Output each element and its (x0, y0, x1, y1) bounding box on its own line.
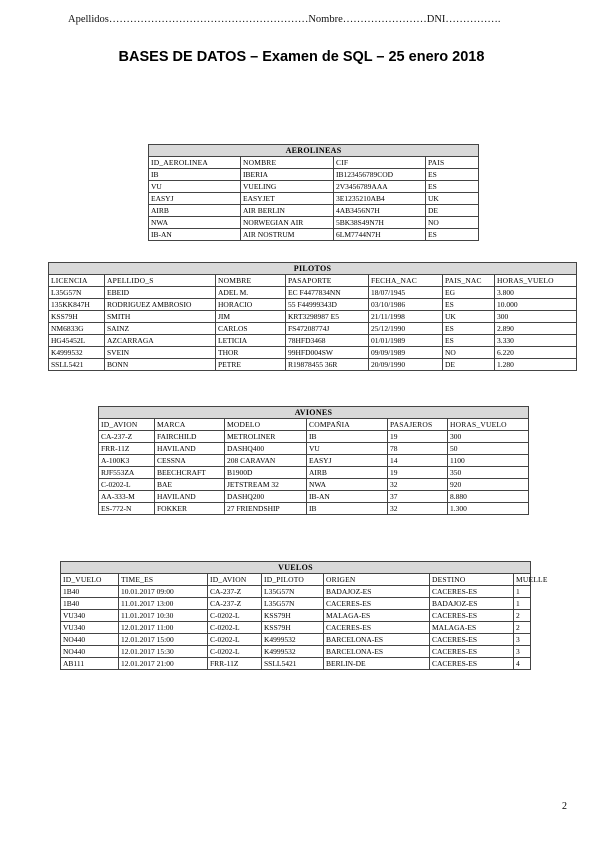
table-cell: 5BK38S49N7H (334, 217, 426, 229)
table-cell: 6.220 (495, 347, 577, 359)
table-cell: CA-237-Z (208, 598, 262, 610)
table-cell: ES (443, 323, 495, 335)
column-header: MARCA (155, 419, 225, 431)
table-cell: CACERES-ES (430, 646, 514, 658)
table-cell: ES (443, 335, 495, 347)
table-row (99, 491, 529, 503)
table-cell: NWA (149, 217, 241, 229)
table-cell: HORACIO (216, 299, 286, 311)
table-cell: KSS79H (262, 622, 324, 634)
table-cell: C-0202-L (208, 622, 262, 634)
table-row (49, 335, 577, 347)
table-cell: BERLIN-DE (324, 658, 430, 670)
column-header: DESTINO (430, 574, 514, 586)
table-cell: K4999532 (49, 347, 105, 359)
column-header: ORIGEN (324, 574, 430, 586)
table-cell: B1900D (225, 467, 307, 479)
table-cell: AA-333-M (99, 491, 155, 503)
column-header: ID_AEROLINEA (149, 157, 241, 169)
table-cell: 32 (388, 503, 448, 515)
table-row (149, 217, 479, 229)
table-cell: IB (307, 503, 388, 515)
table-cell: 78 (388, 443, 448, 455)
table-cell: K4999532 (262, 634, 324, 646)
page-number: 2 (562, 801, 567, 812)
table-cell: NM6833G (49, 323, 105, 335)
table-cell: 14 (388, 455, 448, 467)
column-header: HORAS_VUELO (448, 419, 529, 431)
table-cell: BARCELONA-ES (324, 646, 430, 658)
table-cell: 11.01.2017 10:30 (119, 610, 208, 622)
table-cell: ES (426, 169, 479, 181)
table-cell: K4999532 (262, 646, 324, 658)
table-cell: THOR (216, 347, 286, 359)
table-cell: JETSTREAM 32 (225, 479, 307, 491)
table-cell: NO440 (61, 646, 119, 658)
table-cell: 11.01.2017 13:00 (119, 598, 208, 610)
table-cell: 350 (448, 467, 529, 479)
table-cell: AZCARRAGA (105, 335, 216, 347)
table-row (61, 658, 531, 670)
column-header: PASAPORTE (286, 275, 369, 287)
table-cell: 3.800 (495, 287, 577, 299)
table-cell: 20/09/1990 (369, 359, 443, 371)
table-cell: JIM (216, 311, 286, 323)
student-info-line: Apellidos…………………………………………………Nombre……………………DNI……………. (68, 14, 501, 25)
column-header: MODELO (225, 419, 307, 431)
table-cell: KSS79H (49, 311, 105, 323)
table-cell: HAVILAND (155, 491, 225, 503)
table-cell: IB (307, 431, 388, 443)
table-cell: 300 (448, 431, 529, 443)
table-cell: CACERES-ES (430, 658, 514, 670)
table-row (149, 229, 479, 241)
table-cell: VU (149, 181, 241, 193)
table-cell: A-100K3 (99, 455, 155, 467)
table-cell: AIRB (149, 205, 241, 217)
table-cell: VU340 (61, 622, 119, 634)
table-cell: BAE (155, 479, 225, 491)
table-cell: IB-AN (307, 491, 388, 503)
table-cell: 6LM7744N7H (334, 229, 426, 241)
table-row (99, 479, 529, 491)
column-header: PAIS_NAC (443, 275, 495, 287)
column-header: PASAJEROS (388, 419, 448, 431)
table-cell: SSLL5421 (49, 359, 105, 371)
table-cell: FRR-11Z (208, 658, 262, 670)
table-cell: 99HFD004SW (286, 347, 369, 359)
table-cell: AB111 (61, 658, 119, 670)
table-cell: IB-AN (149, 229, 241, 241)
table-cell: CACERES-ES (430, 586, 514, 598)
table-cell: 1 (514, 598, 531, 610)
table-row (99, 455, 529, 467)
table-cell: 1100 (448, 455, 529, 467)
table-cell: IBERIA (241, 169, 334, 181)
table-cell: 1.300 (448, 503, 529, 515)
table-row (149, 205, 479, 217)
table-cell: PETRE (216, 359, 286, 371)
table-cell: BADAJOZ-ES (430, 598, 514, 610)
table-cell: NO440 (61, 634, 119, 646)
table-row (49, 287, 577, 299)
table-row (149, 193, 479, 205)
table-cell: C-0202-L (99, 479, 155, 491)
table-vuelos (60, 561, 548, 670)
column-header: FECHA_NAC (369, 275, 443, 287)
table-cell: BONN (105, 359, 216, 371)
table-cell: 2 (514, 610, 531, 622)
table-aviones (98, 406, 529, 515)
table-cell: ES (426, 229, 479, 241)
table-cell: MALAGA-ES (430, 622, 514, 634)
column-header: HORAS_VUELO (495, 275, 577, 287)
table-cell: 18/07/1945 (369, 287, 443, 299)
table-row (49, 323, 577, 335)
table-cell: 8.880 (448, 491, 529, 503)
column-header: ID_AVION (208, 574, 262, 586)
table-cell: ES (443, 299, 495, 311)
table-header-row (49, 275, 577, 287)
table-row (149, 169, 479, 181)
column-header: MUELLE (514, 574, 531, 586)
table-pilotos (48, 262, 577, 371)
table-row (61, 598, 531, 610)
table-cell: 12.01.2017 11:00 (119, 622, 208, 634)
table-row (49, 359, 577, 371)
table-cell: NWA (307, 479, 388, 491)
table-cell: AIRB (307, 467, 388, 479)
column-header: COMPAÑIA (307, 419, 388, 431)
table-cell: SMITH (105, 311, 216, 323)
table-cell: CACERES-ES (324, 598, 430, 610)
table-cell: UK (426, 193, 479, 205)
table-cell: BEECHCRAFT (155, 467, 225, 479)
table-cell: 10.01.2017 09:00 (119, 586, 208, 598)
table-cell: L35G57N (262, 586, 324, 598)
table-cell: VU340 (61, 610, 119, 622)
column-header: ID_AVION (99, 419, 155, 431)
table-cell: 135KK847H (49, 299, 105, 311)
table-cell: 208 CARAVAN (225, 455, 307, 467)
table-row (61, 610, 531, 622)
table-cell: DASHQ400 (225, 443, 307, 455)
column-header: TIME_ES (119, 574, 208, 586)
table-cell: 55 F44999343D (286, 299, 369, 311)
table-cell: METROLINER (225, 431, 307, 443)
table-cell: BARCELONA-ES (324, 634, 430, 646)
table-cell: VU (307, 443, 388, 455)
table-cell: 2 (514, 622, 531, 634)
table-cell: 4 (514, 658, 531, 670)
table-cell: KSS79H (262, 610, 324, 622)
table-cell: AIR NOSTRUM (241, 229, 334, 241)
table-cell: 3E1235210AB4 (334, 193, 426, 205)
exam-title: BASES DE DATOS – Examen de SQL – 25 enero 2018 (118, 49, 485, 65)
table-cell: NORWEGIAN AIR (241, 217, 334, 229)
table-cell: 3.330 (495, 335, 577, 347)
table-row (61, 586, 531, 598)
table-cell: DE (443, 359, 495, 371)
table-cell: 12.01.2017 15:30 (119, 646, 208, 658)
table-cell: DE (426, 205, 479, 217)
table-cell: 2.890 (495, 323, 577, 335)
column-header: NOMBRE (241, 157, 334, 169)
table-cell: FAIRCHILD (155, 431, 225, 443)
table-cell: EASYJET (241, 193, 334, 205)
table-row (99, 443, 529, 455)
table-row (99, 431, 529, 443)
table-cell: L35G57N (49, 287, 105, 299)
table-cell: 3 (514, 646, 531, 658)
table-cell: 25/12/1990 (369, 323, 443, 335)
table-cell: CESSNA (155, 455, 225, 467)
table-cell: 12.01.2017 21:00 (119, 658, 208, 670)
table-header-row (99, 419, 529, 431)
table-cell: CACERES-ES (324, 622, 430, 634)
table-cell: CA-237-Z (99, 431, 155, 443)
table-cell: DASHQ200 (225, 491, 307, 503)
table-cell: ES-772-N (99, 503, 155, 515)
table-row (49, 347, 577, 359)
table-cell: BADAJOZ-ES (324, 586, 430, 598)
table-cell: NO (443, 347, 495, 359)
table-cell: CARLOS (216, 323, 286, 335)
table-cell: 1.280 (495, 359, 577, 371)
table-row (61, 622, 531, 634)
table-cell: 19 (388, 431, 448, 443)
table-cell: 21/11/1998 (369, 311, 443, 323)
column-header: ID_VUELO (61, 574, 119, 586)
table-cell: 32 (388, 479, 448, 491)
table-row (99, 467, 529, 479)
table-cell: KRT3298987 E5 (286, 311, 369, 323)
table-cell: 1 (514, 586, 531, 598)
table-cell: RODRIGUEZ AMBROSIO (105, 299, 216, 311)
table-cell: 12.01.2017 15:00 (119, 634, 208, 646)
table-aerolineas (148, 144, 479, 241)
table-cell: 920 (448, 479, 529, 491)
table-cell: VUELING (241, 181, 334, 193)
table-cell: 300 (495, 311, 577, 323)
column-header: PAIS (426, 157, 479, 169)
column-header: NOMBRE (216, 275, 286, 287)
table-row (149, 181, 479, 193)
table-cell: ES (426, 181, 479, 193)
table-cell: 27 FRIENDSHIP (225, 503, 307, 515)
table-cell: R19878455 36R (286, 359, 369, 371)
table-cell: 01/01/1989 (369, 335, 443, 347)
table-cell: EBEID (105, 287, 216, 299)
table-cell: NO (426, 217, 479, 229)
table-cell: RJF553ZA (99, 467, 155, 479)
table-cell: SAINZ (105, 323, 216, 335)
table-cell: L35G57N (262, 598, 324, 610)
table-cell: 03/10/1986 (369, 299, 443, 311)
table-cell: FOKKER (155, 503, 225, 515)
table-cell: EC F4477834NN (286, 287, 369, 299)
table-cell: 37 (388, 491, 448, 503)
table-row (49, 299, 577, 311)
table-cell: C-0202-L (208, 634, 262, 646)
table-cell: IB (149, 169, 241, 181)
table-cell: C-0202-L (208, 646, 262, 658)
column-header: CIF (334, 157, 426, 169)
table-cell: 50 (448, 443, 529, 455)
table-cell: SVEIN (105, 347, 216, 359)
table-cell: 1B40 (61, 598, 119, 610)
table-cell: CACERES-ES (430, 610, 514, 622)
table-caption: AEROLINEAS (149, 145, 479, 157)
table-caption: PILOTOS (49, 263, 577, 275)
table-cell: 10.000 (495, 299, 577, 311)
table-cell: IB123456789COD (334, 169, 426, 181)
table-caption: AVIONES (99, 407, 529, 419)
table-caption: VUELOS (61, 562, 531, 574)
table-cell: CACERES-ES (430, 634, 514, 646)
table-cell: LETICIA (216, 335, 286, 347)
table-row (61, 634, 531, 646)
table-cell: 3 (514, 634, 531, 646)
table-header-row (149, 157, 479, 169)
table-cell: EG (443, 287, 495, 299)
table-cell: AIR BERLIN (241, 205, 334, 217)
table-cell: CA-237-Z (208, 586, 262, 598)
table-header-row (61, 574, 531, 586)
table-cell: 19 (388, 467, 448, 479)
table-cell: 2V3456789AAA (334, 181, 426, 193)
table-row (49, 311, 577, 323)
table-cell: 4AB3456N7H (334, 205, 426, 217)
table-cell: SSLL5421 (262, 658, 324, 670)
table-cell: MALAGA-ES (324, 610, 430, 622)
table-cell: C-0202-L (208, 610, 262, 622)
table-row (61, 646, 531, 658)
table-cell: HG45452L (49, 335, 105, 347)
table-cell: 09/09/1989 (369, 347, 443, 359)
table-cell: HAVILAND (155, 443, 225, 455)
table-cell: FRR-11Z (99, 443, 155, 455)
table-cell: ADEL M. (216, 287, 286, 299)
table-cell: UK (443, 311, 495, 323)
table-cell: FS47208774J (286, 323, 369, 335)
table-cell: 78HFD3468 (286, 335, 369, 347)
column-header: APELLIDO_S (105, 275, 216, 287)
table-cell: EASYJ (307, 455, 388, 467)
column-header: LICENCIA (49, 275, 105, 287)
table-cell: 1B40 (61, 586, 119, 598)
column-header: ID_PILOTO (262, 574, 324, 586)
table-cell: EASYJ (149, 193, 241, 205)
table-row (99, 503, 529, 515)
